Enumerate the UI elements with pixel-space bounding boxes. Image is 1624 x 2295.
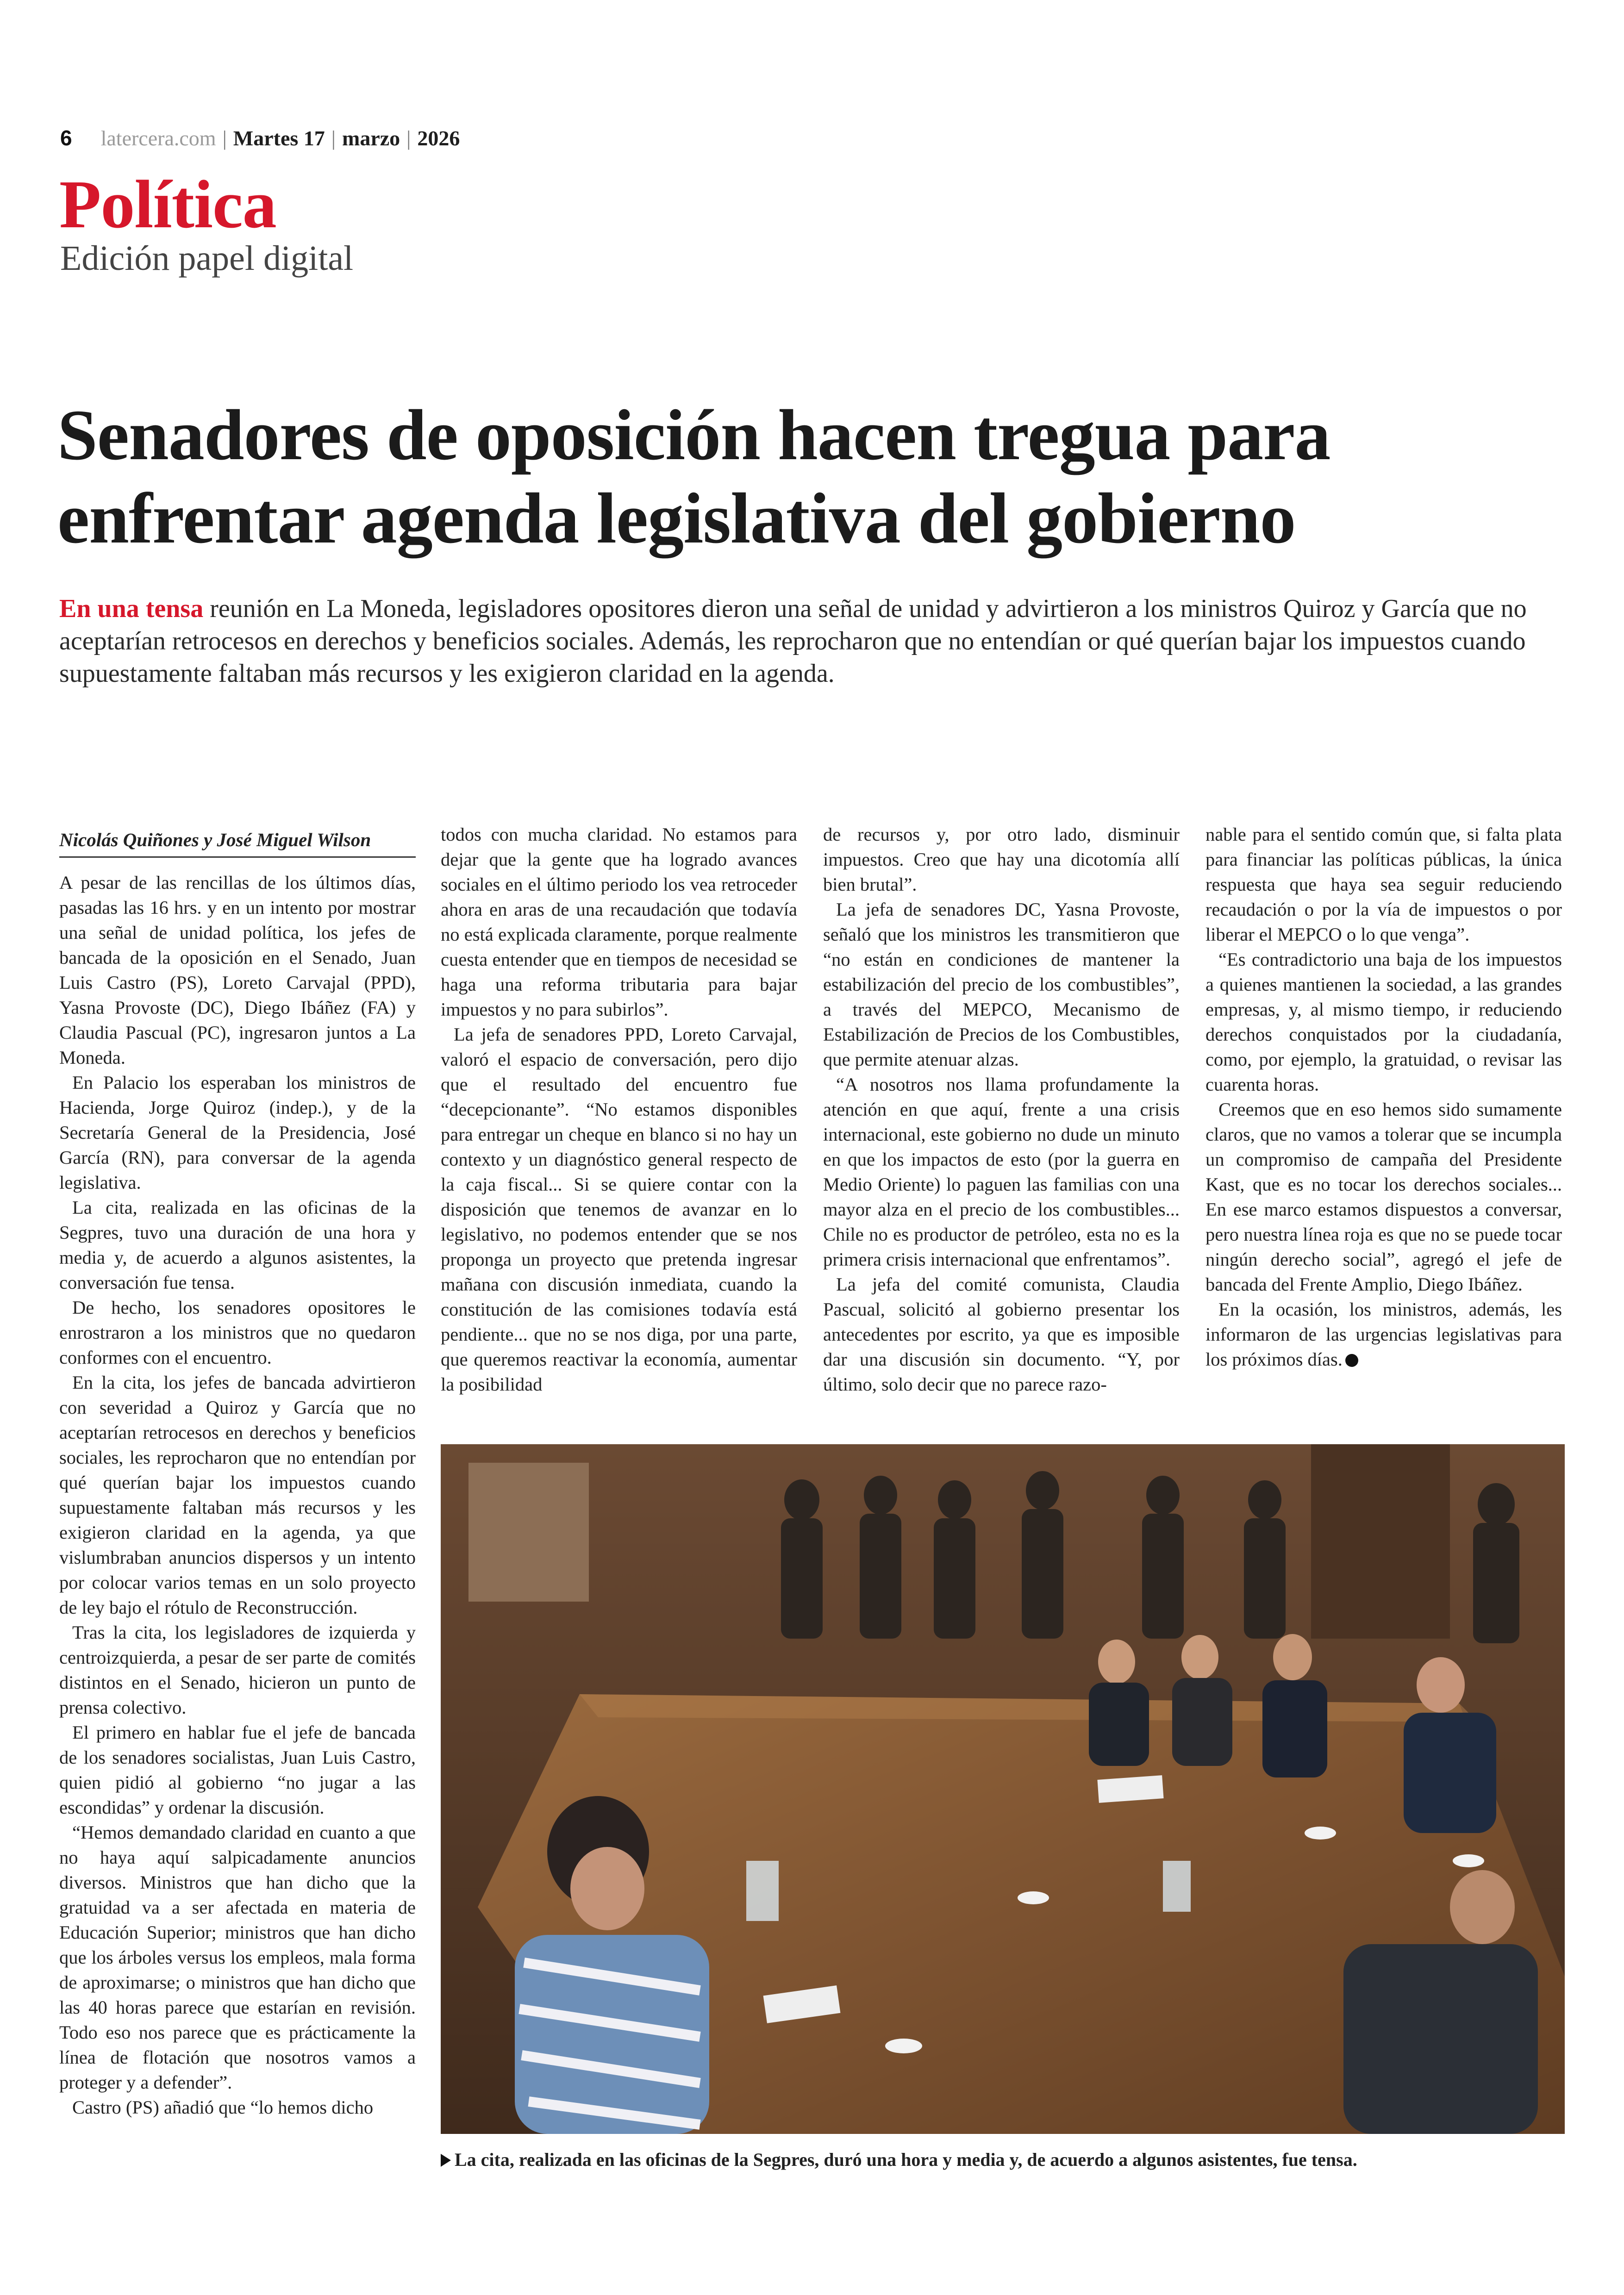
text-column-3	[823, 822, 1180, 1397]
folio-day: Martes 17	[233, 126, 325, 150]
folio-separator: |	[222, 126, 227, 150]
paragraph	[1206, 1297, 1562, 1372]
folio-separator: |	[406, 126, 411, 150]
dek-lead: En una tensa	[59, 594, 204, 623]
folio-month: marzo	[342, 126, 400, 150]
paragraph: A pesar de las rencillas de los últimos días, pasadas las 16 hrs. y en un intento por mostrar una señal de unidad política, los jefes de bancada de la oposición en el Senado, Juan Luis Castro (PS), Loreto Carvajal (PPD), Yasna Provoste (DC), Diego Ibáñez (FA) y Claudia Pascual (PC), ingresaron juntos a La Moneda.	[59, 872, 416, 1068]
meeting-photo	[441, 1444, 1565, 2134]
paragraph: La cita, realizada en las oficinas de la Segpres, tuvo una duración de una hora y media y, de acuerdo a algunos asistentes, la conversación fue tensa.	[59, 1197, 416, 1293]
paragraph: de recursos y, por otro lado, disminuir impuestos. Creo que hay una dicotomía allí bien brutal”.	[823, 824, 1180, 895]
paragraph: La jefa de senadores DC, Yasna Provoste, señaló que los ministros les transmitieron que “no están en condiciones de mantener la estabilización del precio de los combustibles”, a través del MEPCO, Mecanismo de Estabilización de Precios de los Combustibles, que permite atenuar alzas.	[823, 899, 1180, 1070]
paragraph: De hecho, los senadores opositores le enrostraron a los ministros que no quedaron conformes con el encuentro.	[59, 1297, 416, 1368]
page-folio	[60, 124, 460, 152]
paragraph: La jefa de senadores PPD, Loreto Carvajal, valoró el espacio de conversación, pero dijo que el resultado del encuentro fue “decepcionante”. “No estamos disponibles para entregar un cheque en blanco si no hay un contexto y un diagnóstico general respecto de la caja fiscal... Si se quiere contar con la disposición que tenemos de avanzar en lo legislativo, no podemos entender que se nos proponga un proyecto que pretenda ingresar mañana con discusión inmediata, cuando la constitución de las comisiones todavía está pendiente... que no se nos diga, por una parte, que queremos reactivar la economía, aumentar la posibilidad	[441, 1024, 797, 1395]
paragraph: Castro (PS) añadió que “lo hemos dicho	[72, 2097, 374, 2118]
folio-year: 2026	[417, 126, 460, 150]
paragraph: todos con mucha claridad. No estamos para dejar que la gente que ha logrado avances sociales en el último periodo los vea retroceder ahora en aras de una recaudación que todavía no está explicada claramente, porque realmente cuesta entender que en tiempos de necesidad se haga una reforma tributaria para bajar impuestos y no para subirlos”.	[441, 824, 797, 1020]
text-column-2	[441, 822, 797, 1397]
site-name: latercera.com	[100, 126, 216, 150]
paragraph-text: En la ocasión, los ministros, además, les informaron de las urgencias legislativas para los próximos días.	[1206, 1299, 1562, 1370]
dek-body: reunión en La Moneda, legisladores opositores dieron una señal de unidad y advirtieron a los ministros Quiroz y García que no aceptarían retrocesos en derechos y beneficios sociales. Además, les reprocharon que no entendían or qué querían bajar los impuestos cuando supuestamente faltaban más recursos y les exigieron claridad en la agenda.	[59, 594, 1527, 688]
end-mark-icon	[1345, 1354, 1358, 1367]
section-title: Política	[59, 167, 276, 243]
paragraph: “Hemos demandado claridad en cuanto a que no haya aquí salpicadamente anuncios diversos. Ministros que han dicho que la gratuidad va a ser afectada en materia de Educación Superior; ministros que han dicho que los árboles versus los empleos, mala forma de aproximarse; o ministros que han dicho que las 40 horas parece que estarían en revisión. Todo eso nos parece que es prácticamente la línea de flotación que nosotros vamos a proteger y a defender”.	[59, 1822, 416, 2093]
caption-text: La cita, realizada en las oficinas de la Segpres, duró una hora y media y, de acuerdo a algunos asistentes, fue tensa.	[455, 2149, 1357, 2170]
caption-triangle-icon	[441, 2154, 451, 2167]
paragraph: Creemos que en eso hemos sido sumamente claros, que no vamos a tolerar que se incumpla un compromiso de campaña del Presidente Kast, que es no tocar los derechos sociales... En ese marco estamos dispuestos a conversar, pero nuestra línea roja es que no se puede tocar ningún derecho social”, agregó el jefe de bancada del Frente Amplio, Diego Ibáñez.	[1206, 1099, 1562, 1295]
edition-label: Edición papel digital	[60, 239, 354, 278]
paragraph: Tras la cita, los legisladores de izquierda y centroizquierda, a pesar de ser parte de comités distintos en el Senado, hicieron un punto de prensa colectivo.	[59, 1622, 416, 1718]
article-headline: Senadores de oposición hacen tregua para enfrentar agenda legislativa del gobierno	[57, 395, 1330, 558]
paragraph: La jefa del comité comunista, Claudia Pascual, solicitó al gobierno presentar los antecedentes por escrito, ya que es imposible dar una discusión sin documento. “Y, por último, solo decir que no parece razo-	[823, 1274, 1180, 1395]
text-column-4	[1206, 822, 1562, 1372]
page-number: 6	[60, 126, 72, 150]
article-dek	[59, 592, 1564, 690]
photo-caption	[441, 2148, 1565, 2172]
photo-door	[1311, 1444, 1450, 1639]
meeting-photo-illustration	[441, 1444, 1565, 2134]
photo-window	[468, 1463, 589, 1602]
paragraph: En la cita, los jefes de bancada advirtieron con severidad a Quiroz y García que no aceptarían retrocesos en derechos y beneficios sociales, les reprocharon que no entendían por qué querían bajar los impuestos cuando supuestamente faltaban más recursos y les exigieron claridad en la agenda, ya que vislumbraban anuncios dispersos y un intento por colocar varios temas en un solo proyecto de ley bajo el rótulo de Reconstrucción.	[59, 1372, 416, 1618]
paragraph: “A nosotros nos llama profundamente la atención en que aquí, frente a una crisis internacional, este gobierno no dude un minuto en que los impactos de esto (por la guerra en Medio Oriente) lo paguen las familias con una mayor alza en el precio de los combustibles... Chile no es productor de petróleo, esta no es la primera crisis internacional que enfrentamos”.	[823, 1074, 1180, 1270]
text-column-1	[59, 870, 416, 2120]
paragraph: El primero en hablar fue el jefe de bancada de los senadores socialistas, Juan Luis Castro, quien pidió al gobierno “no jugar a las escondidas” y ordenar la discusión.	[59, 1722, 416, 1818]
paragraph: En Palacio los esperaban los ministros de Hacienda, Jorge Quiroz (indep.), y de la Secretaría General de la Presidencia, José García (RN), para conversar de la agenda legislativa.	[59, 1072, 416, 1193]
article-byline: Nicolás Quiñones y José Miguel Wilson	[59, 829, 416, 858]
folio-separator: |	[331, 126, 336, 150]
paragraph: nable para el sentido común que, si falta plata para financiar las políticas públicas, la única respuesta que haya sea seguir reduciendo recaudación o por la vía de impuestos o por liberar el MEPCO o lo que venga”.	[1206, 824, 1562, 945]
paragraph: “Es contradictorio una baja de los impuestos a quienes mantienen la sociedad, a las grandes empresas, y, al mismo tiempo, ir reduciendo derechos conquistados por la ciudadanía, como, por ejemplo, la gratuidad, o revisar las cuarenta horas.	[1206, 949, 1562, 1095]
